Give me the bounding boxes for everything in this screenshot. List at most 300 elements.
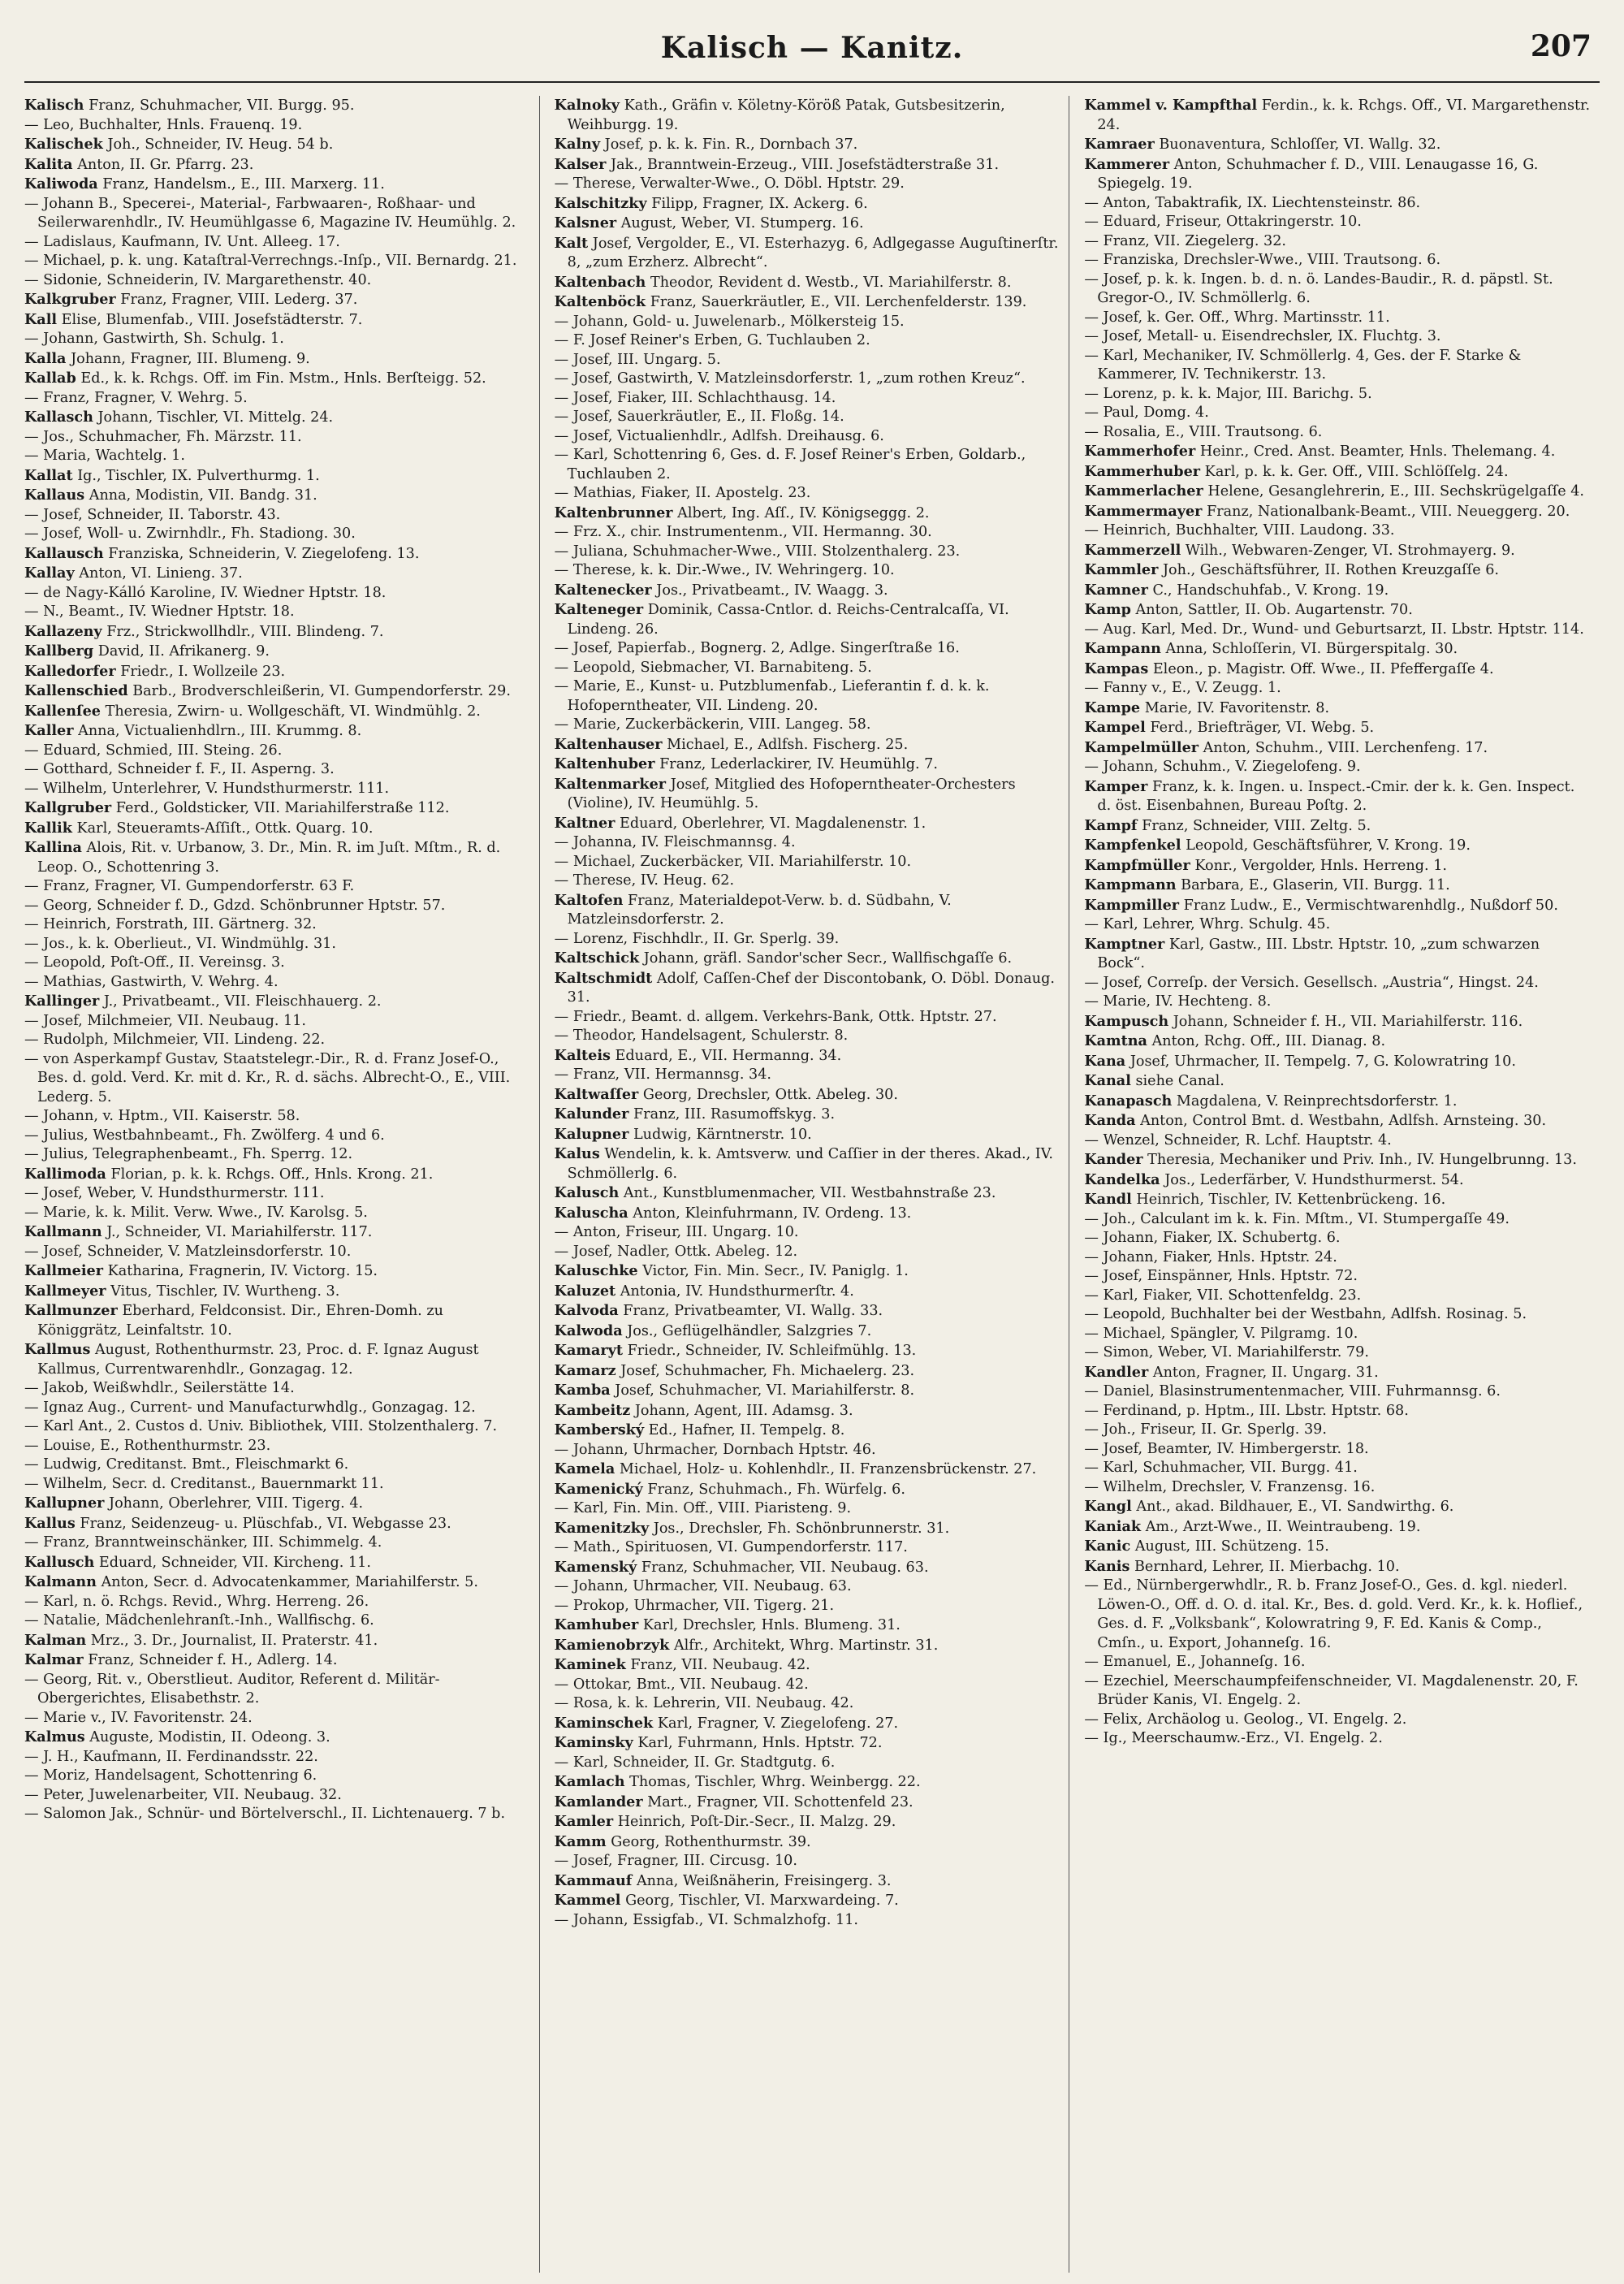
entry-surname: Kalschitzky — [554, 194, 647, 212]
directory-columns — [24, 96, 1600, 2273]
entry-surname: Kammerhofer — [1084, 443, 1196, 460]
entry-surname: Kandler — [1084, 1363, 1149, 1381]
directory-entry — [1084, 718, 1592, 738]
directory-entry — [24, 195, 531, 233]
entry-text: — Josef, Schneider, II. Taborstr. 43. — [24, 506, 281, 523]
entry-surname: Kammel v. Kampfthal — [1084, 97, 1258, 114]
directory-entry — [555, 273, 1061, 293]
entry-text: — Moriz, Handelsagent, Schottenring 6. — [24, 1767, 317, 1784]
entry-surname: Kalteis — [554, 1046, 611, 1064]
directory-entry — [1084, 309, 1592, 328]
directory-entry — [24, 1165, 531, 1185]
directory-entry — [555, 1085, 1061, 1105]
entry-text: Am., Arzt-Wwe., II. Weintraubeng. 19. — [1145, 1518, 1421, 1535]
directory-entry — [1084, 935, 1592, 974]
directory-entry — [1084, 758, 1592, 777]
entry-surname: Kaluschke — [554, 1262, 638, 1279]
entry-text: Leopold, Geschäftsführer, V. Krong. 19. — [1186, 837, 1471, 854]
entry-surname: Kalmar — [24, 1651, 84, 1668]
directory-entry — [1084, 876, 1592, 896]
entry-text: — Karl, Fin. Min. Off., VIII. Piaristeng. 9. — [554, 1500, 852, 1516]
entry-text: Anna, Modistin, VII. Bandg. 31. — [89, 487, 317, 504]
entry-text: Franz, VII. Neubaug. 42. — [630, 1657, 810, 1673]
entry-text: — Karl, Fiaker, VII. Schottenfeldg. 23. — [1084, 1287, 1362, 1304]
directory-entry — [1084, 1248, 1592, 1268]
entry-text: Victor, Fin. Min. Secr., IV. Paniglg. 1. — [642, 1263, 909, 1279]
directory-entry — [555, 1183, 1061, 1204]
directory-entry — [555, 1616, 1061, 1636]
running-head: Kalisch — Kanitz. — [660, 31, 964, 65]
entry-text: Franz, III. Rasumoffskyg. 3. — [633, 1106, 836, 1123]
entry-text: — Marie, k. k. Milit. Verw. Wwe., IV. Karolsg. 5. — [24, 1204, 368, 1221]
directory-entry — [1084, 1440, 1592, 1460]
entry-text: Johann, Tischler, VI. Mittelg. 24. — [97, 409, 334, 426]
directory-entry — [24, 1379, 531, 1399]
directory-entry — [555, 194, 1061, 214]
entry-text: — Salomon Jak., Schnür- und Börtelverschl., II. Lichtenauerg. 7 b. — [24, 1806, 506, 1822]
entry-text: — Aug. Karl, Med. Dr., Wund- und Geburtsarzt, II. Lbstr. Hptstr. 114. — [1084, 621, 1584, 638]
directory-entry — [24, 681, 531, 702]
directory-entry — [555, 1301, 1061, 1322]
directory-entry — [555, 155, 1061, 175]
entry-text: — Daniel, Blasinstrumentenmacher, VIII. Fuhrmannsg. 6. — [1084, 1383, 1501, 1399]
directory-entry — [555, 504, 1061, 524]
entry-surname: Kamm — [554, 1832, 607, 1850]
entry-surname: Kangl — [1084, 1498, 1132, 1515]
entry-surname: Kampf — [1084, 816, 1138, 834]
entry-text: — Josef, Weber, V. Hundsthurmerstr. 111. — [24, 1185, 325, 1201]
directory-entry — [555, 581, 1061, 601]
entry-text: — Ladislaus, Kaufmann, IV. Unt. Alleeg. 17. — [24, 233, 340, 250]
entry-text: Franz, Schuhmacher, VII. Burgg. 95. — [89, 97, 355, 114]
directory-entry — [555, 755, 1061, 775]
directory-entry — [24, 271, 531, 291]
directory-entry — [1084, 1729, 1592, 1749]
directory-entry — [1084, 1557, 1592, 1577]
entry-text: Karl, Gastw., III. Lbstr. Hptstr. 10, „zum schwarzen Bock“. — [1097, 936, 1540, 971]
entry-text: Franz, Nationalbank-Beamt., VIII. Neueggerg. 20. — [1207, 503, 1570, 520]
entry-text: Jos., Geflügelhändler, Salzgries 7. — [627, 1322, 872, 1339]
entry-text: — Jakob, Weißwhdlr., Seilerstätte 14. — [24, 1380, 295, 1396]
directory-entry — [555, 814, 1061, 834]
page-number: 207 — [1530, 29, 1592, 63]
entry-surname: Kallmunzer — [24, 1302, 118, 1319]
directory-entry — [555, 1577, 1061, 1597]
entry-text: — Juliana, Schuhmacher-Wwe., VIII. Stolzenthalerg. 23. — [554, 543, 961, 560]
directory-entry — [24, 642, 531, 662]
entry-surname: Kaltenböck — [554, 293, 646, 310]
directory-entry — [24, 389, 531, 409]
entry-text: David, II. Afrikanerg. 9. — [97, 643, 270, 660]
entry-surname: Kampfmüller — [1084, 856, 1190, 874]
directory-entry — [24, 1437, 531, 1456]
directory-entry — [555, 1558, 1061, 1578]
entry-text: — Josef, Metall- u. Eisendrechsler, IX. Fluchtg. 3. — [1084, 328, 1441, 344]
directory-entry — [24, 603, 531, 622]
directory-entry — [555, 1282, 1061, 1302]
entry-text: Barbara, E., Glaserin, VII. Burgg. 11. — [1181, 877, 1450, 893]
entry-text: Karl, p. k. k. Ger. Off., VIII. Schlöſſelg. 24. — [1204, 463, 1509, 480]
entry-text: — Georg, Schneider f. D., Gdzd. Schönbrunner Hptstr. 57. — [24, 897, 446, 914]
entry-surname: Kalunder — [554, 1105, 629, 1123]
entry-text: — Maria, Wachtelg. 1. — [24, 448, 185, 464]
directory-entry — [555, 716, 1061, 735]
entry-surname: Kamlach — [554, 1773, 625, 1790]
entry-surname: Kaltenbrunner — [554, 504, 673, 521]
directory-entry — [555, 1421, 1061, 1441]
entry-text: — Josef, Victualienhdlr., Adlfsh. Dreihausg. 6. — [554, 427, 884, 444]
entry-text: Wilh., Webwaren-Zenger, VI. Strohmayerg. 9. — [1185, 542, 1515, 559]
directory-entry — [555, 1027, 1061, 1046]
entry-text: Anton, Fragner, II. Ungarg. 31. — [1152, 1364, 1379, 1381]
directory-entry — [1084, 1537, 1592, 1557]
entry-surname: Kamptner — [1084, 935, 1165, 953]
entry-text: Anton, Kleinfuhrmann, IV. Ordeng. 13. — [633, 1205, 912, 1222]
directory-entry — [1084, 462, 1592, 482]
entry-text: J., Privatbeamt., VII. Fleischhauerg. 2. — [103, 993, 382, 1010]
entry-surname: Kaltenhuber — [554, 755, 655, 772]
directory-entry — [24, 1533, 531, 1553]
entry-text: Anton, Rchg. Off., III. Dianag. 8. — [1151, 1033, 1386, 1049]
entry-text: — Josef, Schneider, V. Matzleinsdorferstr. 10. — [24, 1243, 352, 1260]
entry-surname: Kallaus — [24, 487, 85, 504]
directory-entry — [555, 1125, 1061, 1145]
entry-text: — Natalie, Mädchenlehranſt.-Inh., Wallfischg. 6. — [24, 1612, 374, 1629]
directory-entry — [555, 1261, 1061, 1282]
entry-text: Barb., Brodverschleißerin, VI. Gumpendorferstr. 29. — [132, 683, 511, 699]
entry-surname: Kall — [24, 310, 58, 328]
entry-surname: Kalla — [24, 349, 67, 367]
entry-text: Franz, Lederlackirer, IV. Heumühlg. 7. — [659, 756, 938, 772]
entry-text: Theodor, Revident d. Westb., VI. Mariahilferstr. 8. — [650, 274, 1012, 291]
entry-text: Theresia, Mechaniker und Priv. Inh., IV. Hungelbrunng. 13. — [1147, 1152, 1577, 1168]
entry-text: — Leo, Buchhalter, Hnls. Frauenq. 19. — [24, 116, 303, 133]
entry-text: Anton, Schuhmacher f. D., VIII. Lenaugasse 16, G. Spiegelg. 19. — [1097, 156, 1539, 192]
directory-entry — [24, 1145, 531, 1165]
entry-text: — Johann, Fiaker, Hnls. Hptstr. 24. — [1084, 1248, 1337, 1265]
directory-entry — [1084, 385, 1592, 404]
entry-surname: Kampfenkel — [1084, 837, 1181, 854]
directory-entry — [555, 313, 1061, 332]
entry-surname: Kamlander — [554, 1793, 643, 1810]
entry-surname: Kammermayer — [1084, 502, 1203, 520]
entry-text: — Lorenz, p. k. k. Major, III. Barichg. 5. — [1084, 385, 1372, 402]
entry-surname: Kalnoky — [554, 97, 620, 114]
entry-text: Auguste, Modistin, II. Odeong. 3. — [89, 1729, 330, 1745]
entry-text: Elise, Blumenfab., VIII. Josefstädterstr. 7. — [61, 311, 363, 328]
entry-surname: Kamenitzky — [554, 1519, 650, 1537]
entry-text: Michael, Holz- u. Kohlenhdlr., II. Franzensbrückenstr. 27. — [619, 1461, 1037, 1477]
entry-text: Joh., Schneider, IV. Heug. 54 b. — [107, 136, 334, 153]
entry-text: — F. Josef Reiner's Erben, G. Tuchlauben 2. — [554, 332, 870, 348]
directory-entry — [24, 819, 531, 839]
entry-text: — Prokop, Uhrmacher, VII. Tigerg. 21. — [554, 1597, 835, 1614]
directory-entry — [24, 175, 531, 195]
entry-text: — Marie, E., Kunst- u. Putzblumenfab., Lieferantin f. d. k. k. Hofoperntheater, VII. Lindeng. 20. — [554, 678, 990, 714]
entry-text: Josef, Vergolder, E., VI. Esterhazyg. 6, Adlgegasse Auguſtinerſtr. 8, „zum Erzherz. Albrecht“. — [567, 235, 1059, 270]
directory-entry — [1084, 1497, 1592, 1517]
directory-entry — [24, 135, 531, 155]
entry-surname: Kallupner — [24, 1495, 105, 1512]
directory-entry — [24, 780, 531, 799]
directory-entry — [555, 1105, 1061, 1125]
directory-entry — [1084, 1111, 1592, 1131]
entry-text: — Felix, Archäolog u. Geolog., VI. Engelg. 2. — [1084, 1711, 1407, 1728]
directory-entry — [555, 1832, 1061, 1853]
directory-entry — [1084, 1229, 1592, 1248]
entry-text: — Rosalia, E., VIII. Trautsong. 6. — [1084, 423, 1323, 440]
entry-surname: Kamaryt — [554, 1342, 623, 1359]
entry-surname: Kanal — [1084, 1072, 1131, 1089]
entry-surname: Kanic — [1084, 1538, 1131, 1555]
directory-entry — [555, 1852, 1061, 1871]
entry-text: August, Rothenthurmstr. 23, Proc. d. F. Ignaz August Kallmus, Currentwarenhdlr., Gonzagag. 12. — [37, 1342, 479, 1378]
entry-surname: Kallmann — [24, 1223, 102, 1240]
entry-text: — Fanny v., E., V. Zeugg. 1. — [1084, 680, 1281, 696]
directory-entry — [1084, 777, 1592, 816]
entry-text: Albert, Ing. Aſſ., IV. Königseggg. 2. — [677, 504, 930, 521]
directory-entry — [24, 1301, 531, 1340]
directory-entry — [24, 702, 531, 722]
entry-text: Ferd., Goldsticker, VII. Mariahilferstraße 112. — [115, 800, 450, 816]
entry-text: — Wilhelm, Drechsler, V. Franzensg. 16. — [1084, 1478, 1376, 1495]
entry-text: Franz, Seidenzeug- u. Plüschfab., VI. Webgasse 23. — [80, 1515, 451, 1532]
entry-surname: Kampas — [1084, 660, 1149, 677]
entry-surname: Kallenschied — [24, 682, 128, 699]
entry-text: — Michael, Spängler, V. Pilgramg. 10. — [1084, 1325, 1358, 1342]
directory-entry — [555, 1911, 1061, 1931]
directory-entry — [1084, 1711, 1592, 1730]
directory-entry — [1084, 1170, 1592, 1191]
directory-entry — [1084, 270, 1592, 309]
directory-entry — [555, 735, 1061, 755]
entry-surname: Kaminschek — [554, 1714, 654, 1732]
entry-text: Konr., Vergolder, Hnls. Herreng. 1. — [1194, 857, 1447, 874]
entry-text: — Josef, Fiaker, III. Schlachthausg. 14. — [554, 389, 836, 406]
entry-text: — Johanna, IV. Fleischmannsg. 4. — [554, 834, 796, 850]
entry-text: — Marie, Zuckerbäckerin, VIII. Langeg. 58. — [554, 716, 871, 733]
entry-surname: Kaniak — [1084, 1517, 1142, 1535]
directory-entry — [1084, 1325, 1592, 1344]
entry-text: Antonia, IV. Hundsthurmerſtr. 4. — [620, 1283, 854, 1300]
entry-surname: Kallausch — [24, 544, 104, 562]
directory-entry — [555, 331, 1061, 351]
directory-entry — [24, 742, 531, 761]
entry-surname: Kamela — [554, 1460, 615, 1477]
entry-text: Ant., akad. Bildhauer, E., VI. Sandwirthg. 6. — [1136, 1499, 1454, 1515]
directory-entry — [24, 544, 531, 565]
directory-entry — [555, 1519, 1061, 1539]
entry-surname: Kallasch — [24, 409, 93, 426]
directory-entry — [24, 954, 531, 973]
directory-entry — [1084, 404, 1592, 423]
directory-entry — [1084, 816, 1592, 837]
directory-entry — [555, 427, 1061, 447]
entry-surname: Kalupner — [554, 1125, 629, 1143]
entry-text: Friedr., I. Wollzeile 23. — [120, 663, 286, 680]
directory-entry — [24, 1127, 531, 1146]
directory-entry — [24, 1031, 531, 1050]
directory-entry — [555, 523, 1061, 543]
entry-surname: Kamienobrzyk — [554, 1636, 670, 1654]
directory-entry — [555, 370, 1061, 389]
entry-text: — Jos., Schuhmacher, Fh. Märzstr. 11. — [24, 428, 302, 445]
directory-entry — [555, 561, 1061, 581]
directory-entry — [24, 1107, 531, 1127]
entry-text: — Jos., k. k. Oberlieut., VI. Windmühlg. 31. — [24, 935, 336, 952]
directory-entry — [555, 1341, 1061, 1361]
entry-text: Ferd., Briefträger, VI. Webg. 5. — [1150, 720, 1375, 736]
entry-text: Franz Ludw., E., Vermischtwarenhdlg., Nußdorf 50. — [1183, 897, 1558, 914]
entry-surname: Kandl — [1084, 1191, 1132, 1208]
entry-text: Anton, VI. Linieng. 37. — [79, 565, 243, 582]
entry-surname: Kaltenbach — [554, 273, 646, 291]
entry-surname: Kalt — [554, 234, 589, 252]
entry-text: — Emanuel, E., Johanneſg. 16. — [1084, 1654, 1306, 1670]
directory-entry — [1084, 194, 1592, 214]
directory-entry — [24, 1805, 531, 1824]
entry-text: Michael, E., Adlfsh. Fischerg. 25. — [667, 736, 909, 753]
entry-surname: Kallberg — [24, 642, 94, 660]
entry-text: C., Handschuhfab., V. Krong. 19. — [1152, 582, 1389, 599]
entry-text: — Michael, Zuckerbäcker, VII. Mariahilferstr. 10. — [554, 853, 912, 870]
entry-surname: Kaltner — [554, 814, 615, 832]
entry-text: Georg, Tischler, VI. Marxwardeing. 7. — [625, 1893, 899, 1909]
entry-text: August, Weber, VI. Stumperg. 16. — [620, 215, 864, 231]
entry-text: — Ezechiel, Meerschaumpfeifenschneider, VI. Magdalenenstr. 20, F. Brüder Kanis, VI. Engelg. 2. — [1084, 1672, 1579, 1708]
directory-entry — [555, 1538, 1061, 1558]
directory-entry — [1084, 836, 1592, 856]
entry-text: — Johann, Uhrmacher, VII. Neubaug. 63. — [554, 1578, 852, 1594]
directory-entry — [24, 369, 531, 389]
entry-text: Franz, Privatbeamter, VI. Wallg. 33. — [623, 1303, 883, 1319]
entry-surname: Kallazeny — [24, 622, 102, 640]
directory-entry — [555, 1636, 1061, 1656]
entry-text: — Simon, Weber, VI. Mariahilferstr. 79. — [1084, 1344, 1369, 1360]
entry-text: — Joh., Calculant im k. k. Fin. Mſtm., VI. Stumpergaſſe 49. — [1084, 1210, 1510, 1227]
entry-text: — Karl, Mechaniker, IV. Schmöllerlg. 4, Ges. der F. Starke & Kammerer, IV. Technikerstr. 13. — [1084, 347, 1522, 383]
directory-entry — [24, 310, 531, 331]
entry-text: — Karl, Lehrer, Whrg. Schulg. 45. — [1084, 916, 1331, 932]
entry-surname: Kallay — [24, 565, 75, 582]
entry-text: Mrz., 3. Dr., Journalist, II. Praterstr. 41. — [90, 1632, 378, 1649]
entry-text: — Wenzel, Schneider, R. Lchf. Hauptstr. 4. — [1084, 1131, 1392, 1148]
directory-entry — [1084, 327, 1592, 347]
directory-entry — [24, 1631, 531, 1651]
entry-text: — Therese, k. k. Dir.-Wwe., IV. Wehringerg. 10. — [554, 562, 895, 578]
entry-text: — Eduard, Friseur, Ottakringerstr. 10. — [1084, 214, 1362, 230]
entry-surname: Kamtna — [1084, 1032, 1147, 1049]
entry-surname: Kallimoda — [24, 1165, 106, 1183]
entry-surname: Kammerlacher — [1084, 482, 1203, 500]
directory-entry — [555, 1891, 1061, 1911]
directory-entry — [555, 1812, 1061, 1832]
entry-surname: Kampel — [1084, 719, 1146, 736]
directory-entry — [1084, 974, 1592, 993]
entry-text: — Heinrich, Buchhalter, VIII. Laudong. 33. — [1084, 522, 1395, 539]
directory-entry — [555, 1243, 1061, 1262]
directory-entry — [555, 175, 1061, 194]
directory-entry — [555, 639, 1061, 659]
entry-text: Franz, Fragner, VIII. Lederg. 37. — [120, 292, 358, 308]
entry-text: Karl, Steueramts-Aſſiſt., Ottk. Quarg. 10. — [76, 820, 374, 837]
directory-entry — [24, 760, 531, 780]
directory-entry — [555, 833, 1061, 853]
entry-surname: Kaltenhauser — [554, 735, 663, 753]
directory-entry — [24, 584, 531, 603]
entry-surname: Kallab — [24, 370, 76, 387]
directory-entry — [1084, 699, 1592, 719]
entry-surname: Kamba — [554, 1382, 611, 1399]
directory-entry — [24, 155, 531, 175]
entry-text: — Michael, p. k. ung. Kataſtral-Verrechngs.-Inſp., VII. Bernardg. 21. — [24, 253, 517, 269]
directory-entry — [1084, 541, 1592, 561]
entry-surname: Kallmeier — [24, 1262, 104, 1279]
entry-text: Franz, Schuhmacher, VII. Neubaug. 63. — [641, 1559, 929, 1576]
directory-entry — [24, 1184, 531, 1204]
directory-entry — [24, 838, 531, 877]
entry-text: Eduard, Schneider, VII. Kircheng. 11. — [98, 1554, 371, 1571]
entry-text: Ferdin., k. k. Rchgs. Off., VI. Margarethenstr. 24. — [1097, 97, 1591, 133]
entry-text: — Rosa, k. k. Lehrerin, VII. Neubaug. 42. — [554, 1695, 854, 1711]
entry-surname: Kalledorfer — [24, 662, 116, 680]
entry-text: — Paul, Domg. 4. — [1084, 404, 1209, 421]
directory-entry — [1084, 1071, 1592, 1092]
entry-surname: Kalmann — [24, 1573, 97, 1590]
directory-entry — [24, 1494, 531, 1514]
entry-text: Josef, Mitglied des Hofoperntheater-Orchesters (Violine), IV. Heumühlg. 5. — [567, 776, 1016, 811]
entry-text: — von Asperkampf Gustav, Staatstelegr.-Dir., R. d. Franz Josef-O., Bes. d. gold. Verd. Kr. mit d. Kr., R. d. sächs. Albrecht-O., E., VIII. Lederg. 5. — [24, 1050, 511, 1105]
entry-text: — Johann B., Specerei-, Material-, Farbwaaren-, Roßhaar- und Seilerwarenhdlr., IV. Heumühlgasse 6, Magazine IV. Heumühlg. 2. — [24, 195, 516, 231]
entry-text: Ant., Kunstblumenmacher, VII. Westbahnstraße 23. — [623, 1185, 996, 1201]
entry-surname: Kalus — [554, 1145, 600, 1162]
directory-entry — [555, 214, 1061, 234]
entry-surname: Kaltofen — [554, 891, 624, 909]
directory-entry — [1084, 1210, 1592, 1230]
directory-entry — [1084, 856, 1592, 876]
entry-text: Jos., Lederfärber, V. Hundsthurmerst. 54. — [1164, 1171, 1464, 1188]
directory-entry — [1084, 232, 1592, 252]
page-header — [24, 24, 1600, 83]
entry-surname: Kampusch — [1084, 1012, 1169, 1030]
directory-entry — [555, 135, 1061, 155]
directory-entry — [24, 1593, 531, 1612]
entry-text: Johann, Oberlehrer, VIII. Tigerg. 4. — [109, 1495, 364, 1512]
directory-entry — [1084, 1190, 1592, 1210]
directory-entry — [555, 1460, 1061, 1480]
directory-entry — [1084, 1459, 1592, 1478]
entry-text: — Heinrich, Forstrath, III. Gärtnerg. 32. — [24, 916, 317, 932]
directory-entry — [1084, 347, 1592, 385]
entry-text: Josef, Uhrmacher, II. Tempelg. 7, G. Kolowratring 10. — [1129, 1053, 1516, 1070]
entry-text: — Peter, Juwelenarbeiter, VII. Neubaug. 32. — [24, 1786, 342, 1803]
directory-entry — [555, 853, 1061, 872]
directory-entry — [555, 96, 1061, 135]
directory-entry — [555, 1676, 1061, 1695]
directory-entry — [555, 1066, 1061, 1085]
directory-entry — [1084, 155, 1592, 194]
directory-entry — [24, 1222, 531, 1243]
entry-text: — N., Beamt., IV. Wiedner Hptstr. 18. — [24, 603, 295, 620]
entry-surname: Kanda — [1084, 1112, 1136, 1129]
directory-entry — [24, 897, 531, 916]
entry-text: — Franz, VII. Ziegelerg. 32. — [1084, 232, 1287, 249]
entry-text: — Johann, Gastwirth, Sh. Schulg. 1. — [24, 331, 284, 347]
entry-text: Alois, Rit. v. Urbanow, 3. Dr., Min. R. im Juſt. Mſtm., R. d. Leop. O., Schottenring 3. — [37, 840, 501, 876]
entry-surname: Kambeitz — [554, 1401, 631, 1419]
entry-text: — Ignaz Aug., Current- und Manufacturwhdlg., Gonzagag. 12. — [24, 1399, 476, 1416]
entry-text: — Ferdinand, p. Hptm., III. Lbstr. Hptstr. 68. — [1084, 1402, 1409, 1419]
